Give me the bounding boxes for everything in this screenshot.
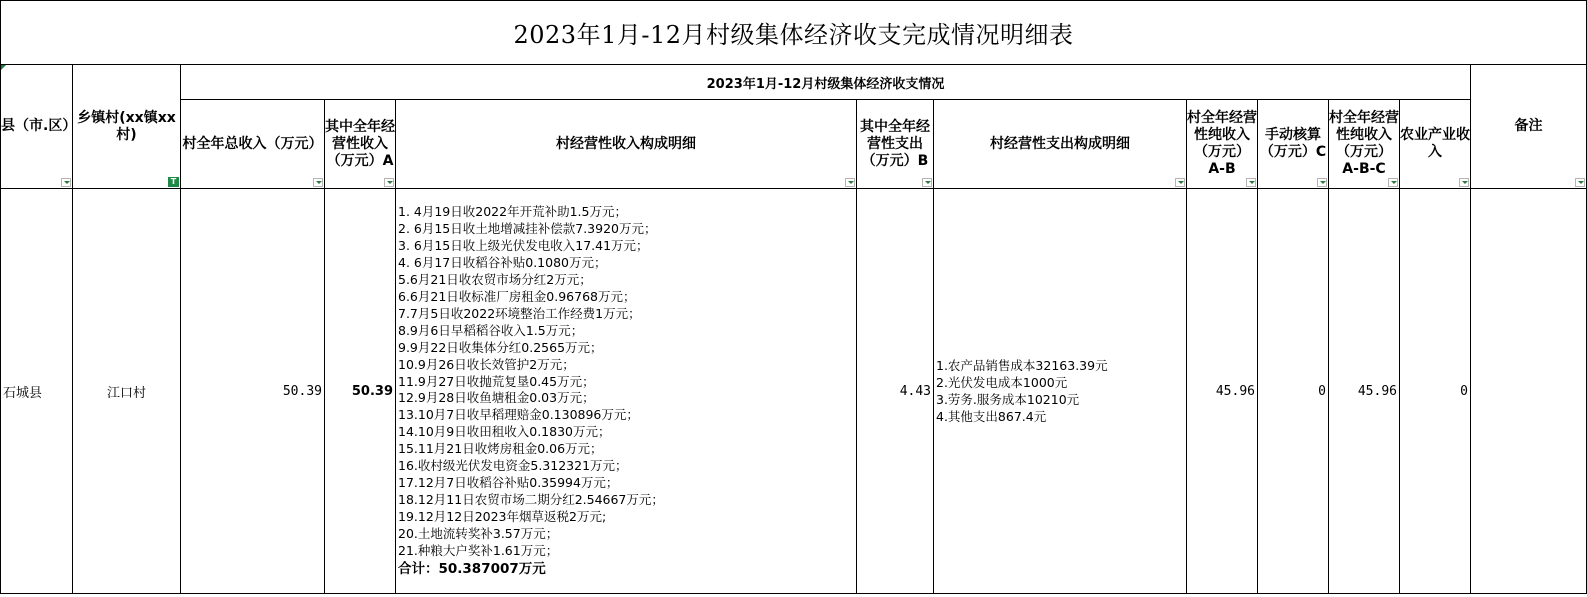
header-manual-check: 手动核算（万元）C [1258, 100, 1329, 189]
filter-dropdown-icon[interactable] [61, 178, 71, 187]
cell-net-income-adjusted[interactable]: 45.96 [1329, 189, 1400, 594]
header-remarks: 备注 [1471, 65, 1587, 189]
header-total-income: 村全年总收入（万元） [181, 100, 325, 189]
income-item: 18.12月11日农贸市场二期分红2.54667万元； [398, 491, 664, 507]
table-title: 2023年1月-12月村级集体经济收支完成情况明细表 [1, 1, 1587, 65]
group-header: 2023年1月-12月村级集体经济收支情况 [181, 65, 1471, 100]
filter-dropdown-icon[interactable] [384, 178, 394, 187]
header-net-income: 村全年经营性纯收入（万元）A-B [1187, 100, 1258, 189]
income-items-list [396, 204, 856, 559]
income-item: 8.9月6日早稻稻谷收入1.5万元； [398, 322, 584, 338]
income-item: 4. 6月17日收稻谷补贴0.1080万元； [398, 255, 607, 271]
filter-dropdown-icon[interactable] [1317, 178, 1327, 187]
income-item: 21.种粮大户奖补1.61万元； [398, 542, 559, 558]
expense-item: 3.劳务.服务成本10210元 [936, 392, 1080, 407]
cell-agri-income[interactable]: 0 [1400, 189, 1471, 594]
cell-county[interactable]: 石城县 [1, 189, 73, 594]
cell-remarks[interactable] [1471, 189, 1587, 594]
expense-item: 1.农产品销售成本32163.39元 [936, 358, 1108, 373]
filter-dropdown-icon[interactable] [1575, 178, 1585, 187]
filter-dropdown-icon[interactable] [1246, 178, 1256, 187]
income-item: 20.土地流转奖补3.57万元； [398, 525, 559, 541]
income-item: 1. 4月19日收2022年开荒补助1.5万元； [398, 204, 627, 220]
header-village: 乡镇村(xx镇xx村) T [73, 65, 181, 189]
filter-dropdown-icon[interactable] [922, 178, 932, 187]
income-item: 3. 6月15日收上级光伏发电收入17.41万元； [398, 238, 649, 254]
income-item: 13.10月7日收早稻理赔金0.130896万元； [398, 407, 639, 423]
expense-items-list [934, 357, 1186, 425]
income-item: 17.12月7日收稻谷补贴0.35994万元； [398, 474, 619, 490]
filter-dropdown-icon[interactable] [1388, 178, 1398, 187]
income-item: 16.收村级光伏发电资金5.312321万元； [398, 458, 628, 474]
income-item: 5.6月21日收农贸市场分红2万元； [398, 272, 592, 288]
income-total: 合计：50.387007万元 [398, 560, 546, 577]
expense-item: 2.光伏发电成本1000元 [936, 375, 1068, 390]
expense-item: 4.其他支出867.4元 [936, 409, 1047, 424]
header-operating-expense: 其中全年经营性支出（万元）B [857, 100, 934, 189]
header-net-income-adjusted: 村全年经营性纯收入（万元）A-B-C [1329, 100, 1400, 189]
income-item: 19.12月12日2023年烟草返税2万元; [398, 508, 607, 524]
income-item: 6.6月21日收标准厂房租金0.96768万元； [398, 289, 636, 305]
filter-active-icon[interactable]: T [168, 177, 179, 187]
header-income-breakdown: 村经营性收入构成明细 [396, 100, 857, 189]
income-item: 2. 6月15日收土地增减挂补偿款7.3920万元； [398, 221, 657, 237]
income-item: 14.10月9日收田租收入0.1830万元； [398, 424, 611, 440]
cell-expense-breakdown[interactable] [934, 189, 1187, 594]
table-row [1, 189, 1587, 594]
header-operating-income: 其中全年经营性收入（万元）A [325, 100, 396, 189]
cell-total-income[interactable]: 50.39 [181, 189, 325, 594]
income-item: 11.9月27日收抛荒复垦0.45万元； [398, 373, 595, 389]
cell-village[interactable]: 江口村 [73, 189, 181, 594]
cell-income-breakdown[interactable] [396, 189, 857, 594]
income-item: 7.7月5日收2022环境整治工作经费1万元； [398, 305, 641, 321]
header-expense-breakdown: 村经营性支出构成明细 [934, 100, 1187, 189]
cell-operating-income[interactable]: 50.39 [325, 189, 396, 594]
filter-dropdown-icon[interactable] [1459, 178, 1469, 187]
income-item: 9.9月22日收集体分红0.2565万元； [398, 339, 603, 355]
filter-dropdown-icon[interactable] [1175, 178, 1185, 187]
filter-dropdown-icon[interactable] [313, 178, 323, 187]
filter-dropdown-icon[interactable] [845, 178, 855, 187]
income-item: 10.9月26日收长效管护2万元； [398, 356, 575, 372]
cell-operating-expense[interactable]: 4.43 [857, 189, 934, 594]
header-county: 县（市.区） [1, 65, 73, 189]
cell-net-income[interactable]: 45.96 [1187, 189, 1258, 594]
header-agri-income: 农业产业收入 [1400, 100, 1471, 189]
cell-manual-check[interactable]: 0 [1258, 189, 1329, 594]
income-item: 15.11月21日收烤房租金0.06万元； [398, 441, 603, 457]
income-item: 12.9月28日收鱼塘租金0.03万元； [398, 390, 595, 406]
